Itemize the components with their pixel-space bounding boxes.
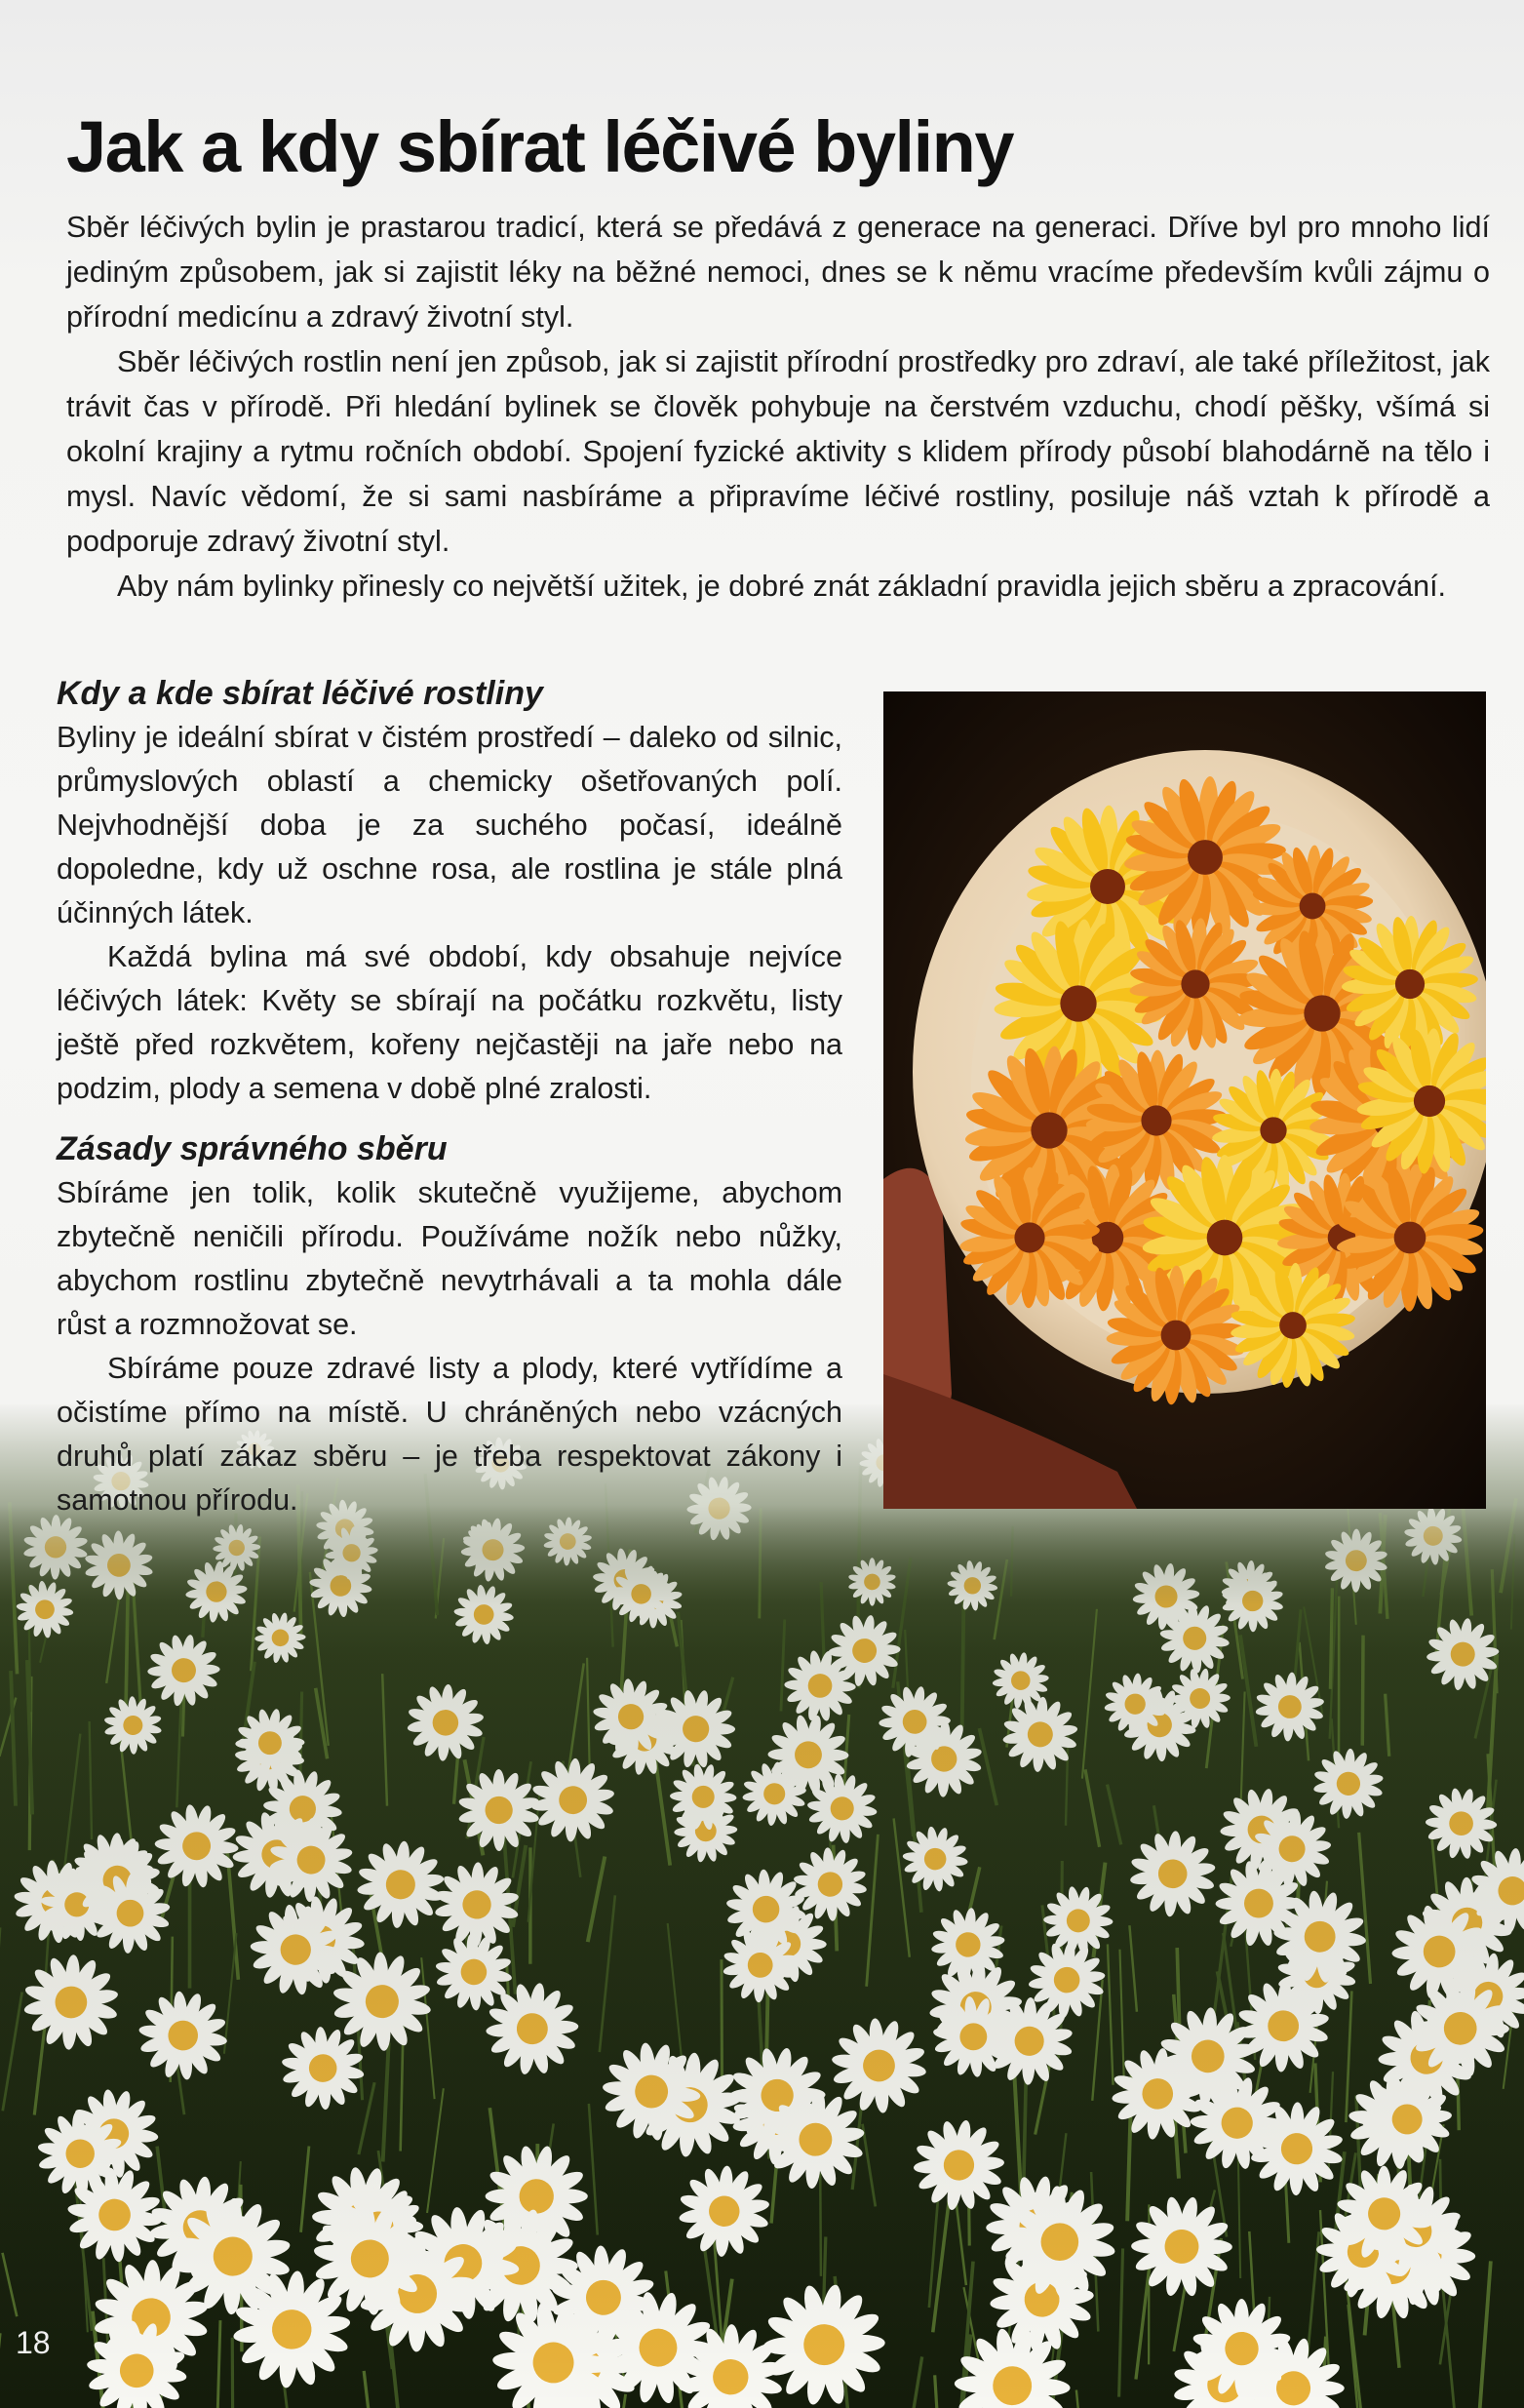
page-number: 18 (16, 2325, 51, 2360)
page-title: Jak a kdy sbírat léčivé byliny (66, 106, 1014, 187)
rules-paragraph-2: Sbíráme pouze zdravé listy a plody, které vytřídíme a očistíme přímo na místě. U chráněných nebo vzácných druhů platí zákaz sběru – je třeba respektovat zákony i samotnou přírodu. (57, 1352, 842, 1517)
calendula-bowl-photo (883, 691, 1486, 1509)
section-heading-when: Kdy a kde sbírat léčivé rostliny (57, 675, 543, 712)
when-paragraph-2: Každá bylina má své období, kdy obsahuje nejvíce léčivých látek: Květy se sbírají na počátku rozkvětu, listy ještě před rozkvětem, kořeny nejčastěji na jaře nebo na podzim, plody a semena v době plné zralosti. (57, 940, 842, 1105)
intro-paragraph-3: Aby nám bylinky přinesly co největší užitek, je dobré znát základní pravidla jejich sběru a zpracování. (117, 570, 1447, 603)
intro-paragraph-1: Sběr léčivých bylin je prastarou tradicí, která se předává z generace na generaci. Dříve byl pro mnoho lidí jediným způsobem, jak si zajistit léky na běžné nemoci, dnes se k němu vracíme především kvůli zájmu o přírodní medicínu a zdravý životní styl. (66, 211, 1490, 334)
rules-paragraph-1: Sbíráme jen tolik, kolik skutečně využijeme, abychom zbytečně neničili přírodu. Používáme nožík nebo nůžky, abychom rostlinu zbytečně nevytrhávali a ta mohla dále růst a rozmnožovat se. (57, 1176, 842, 1341)
section-heading-rules: Zásady správného sběru (57, 1130, 448, 1167)
intro-paragraph-2: Sběr léčivých rostlin není jen způsob, jak si zajistit přírodní prostředky pro zdraví, ale také příležitost, jak trávit čas v přírodě. Při hledání bylinek se člověk pohybuje na čerstvém vzduchu, chodí pěšky, všímá si okolní krajiny a rytmu ročních období. Spojení fyzické aktivity s klidem přírody působí blahodárně na tělo i mysl. Navíc vědomí, že si sami nasbíráme a připravíme léčivé rostliny, posiluje náš vztah k přírodě a podporuje zdravý životní styl. (66, 345, 1490, 558)
text-column (57, 671, 842, 1522)
when-paragraph-1: Byliny je ideální sbírat v čistém prostředí – daleko od silnic, průmyslových oblastí a chemicky ošetřovaných polí. Nejvhodnější doba je za suchého počasí, ideálně dopoledne, kdy už oschne rosa, ale rostlina je stále plná účinných látek. (57, 721, 842, 929)
intro-text (66, 205, 1490, 609)
